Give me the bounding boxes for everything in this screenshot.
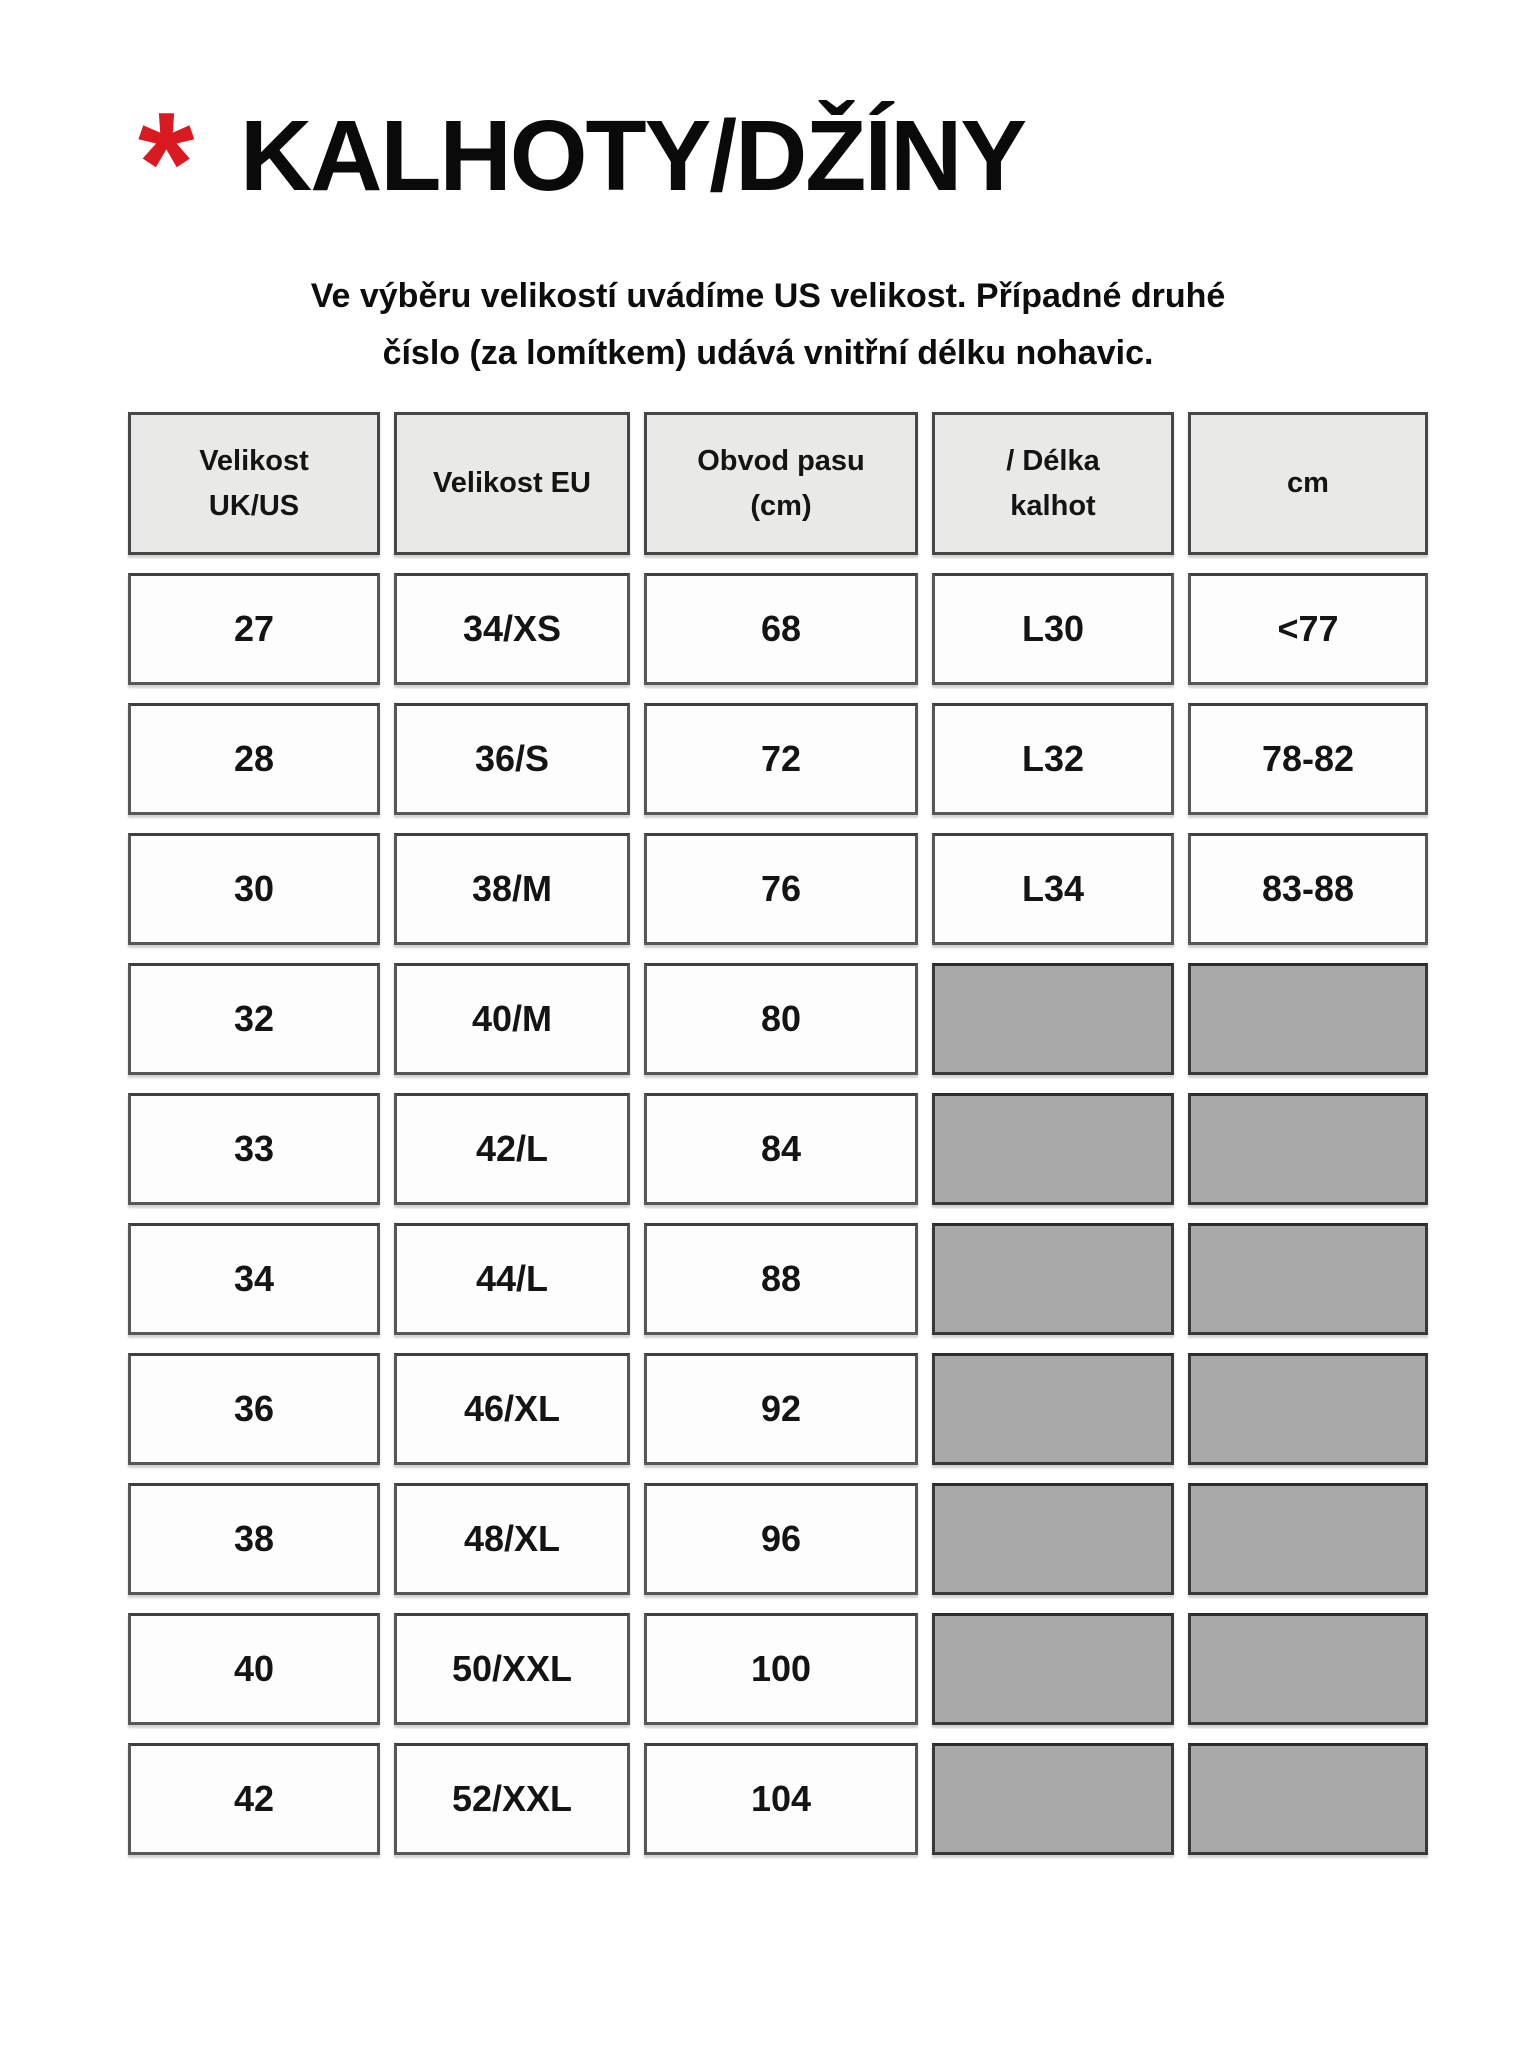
header-cell-obvod-pasu <box>644 412 918 555</box>
table-cell: 76 <box>644 833 918 945</box>
table-cell-empty <box>1188 963 1428 1075</box>
header-cell-delka-kalhot <box>932 412 1174 555</box>
table-cell: 78-82 <box>1188 703 1428 815</box>
table-cell: 68 <box>644 573 918 685</box>
header-line: (cm) <box>750 489 812 522</box>
table-cell: L30 <box>932 573 1174 685</box>
table-cell: 27 <box>128 573 380 685</box>
table-cell: 72 <box>644 703 918 815</box>
table-cell: 52/XXL <box>394 1743 630 1855</box>
header-line: / Délka <box>1006 444 1100 477</box>
table-cell-empty <box>932 1093 1174 1205</box>
table-cell-empty <box>932 1483 1174 1595</box>
table-cell: 38 <box>128 1483 380 1595</box>
table-cell: 42/L <box>394 1093 630 1205</box>
header-cell-velikost-eu <box>394 412 630 555</box>
table-cell: 83-88 <box>1188 833 1428 945</box>
subtitle <box>0 268 1536 382</box>
table-cell: 36/S <box>394 703 630 815</box>
table-cell: <77 <box>1188 573 1428 685</box>
table-cell: L32 <box>932 703 1174 815</box>
table-cell-empty <box>1188 1743 1428 1855</box>
header-cell-velikost-ukus <box>128 412 380 555</box>
size-table <box>128 412 1428 1855</box>
table-cell-empty <box>932 963 1174 1075</box>
table-cell: 96 <box>644 1483 918 1595</box>
table-cell: 88 <box>644 1223 918 1335</box>
table-cell-empty <box>932 1613 1174 1725</box>
table-cell-empty <box>932 1353 1174 1465</box>
table-cell: 104 <box>644 1743 918 1855</box>
table-cell-empty <box>1188 1223 1428 1335</box>
table-cell: 40/M <box>394 963 630 1075</box>
header-line: UK/US <box>208 489 300 522</box>
table-cell-empty <box>1188 1353 1428 1465</box>
table-cell: 28 <box>128 703 380 815</box>
table-cell-empty <box>1188 1093 1428 1205</box>
table-cell: 46/XL <box>394 1353 630 1465</box>
table-cell: 48/XL <box>394 1483 630 1595</box>
table-cell: 34/XS <box>394 573 630 685</box>
table-cell: 84 <box>644 1093 918 1205</box>
table-cell: 92 <box>644 1353 918 1465</box>
header-line: Velikost EU <box>433 467 591 499</box>
page-title: KALHOTY/DŽÍNY <box>240 100 1026 212</box>
table-cell: L34 <box>932 833 1174 945</box>
subtitle-line-1: Ve výběru velikostí uvádíme US velikost. Případné druhé <box>310 277 1226 315</box>
header-line: Obvod pasu <box>697 444 865 477</box>
table-cell: 38/M <box>394 833 630 945</box>
table-cell-empty <box>932 1223 1174 1335</box>
header-line: kalhot <box>1010 489 1096 522</box>
table-cell: 100 <box>644 1613 918 1725</box>
table-cell-empty <box>1188 1613 1428 1725</box>
red-asterisk-icon: * <box>138 82 195 244</box>
table-cell: 80 <box>644 963 918 1075</box>
table-cell: 33 <box>128 1093 380 1205</box>
table-cell-empty <box>1188 1483 1428 1595</box>
table-cell: 42 <box>128 1743 380 1855</box>
table-cell: 36 <box>128 1353 380 1465</box>
table-cell: 32 <box>128 963 380 1075</box>
header-line: Velikost <box>199 444 309 477</box>
subtitle-line-2: číslo (za lomítkem) udává vnitřní délku nohavic. <box>382 334 1154 372</box>
table-cell: 34 <box>128 1223 380 1335</box>
header-cell-cm <box>1188 412 1428 555</box>
table-cell: 44/L <box>394 1223 630 1335</box>
table-cell: 30 <box>128 833 380 945</box>
table-cell: 40 <box>128 1613 380 1725</box>
header-line: cm <box>1287 467 1329 499</box>
table-cell: 50/XXL <box>394 1613 630 1725</box>
table-cell-empty <box>932 1743 1174 1855</box>
